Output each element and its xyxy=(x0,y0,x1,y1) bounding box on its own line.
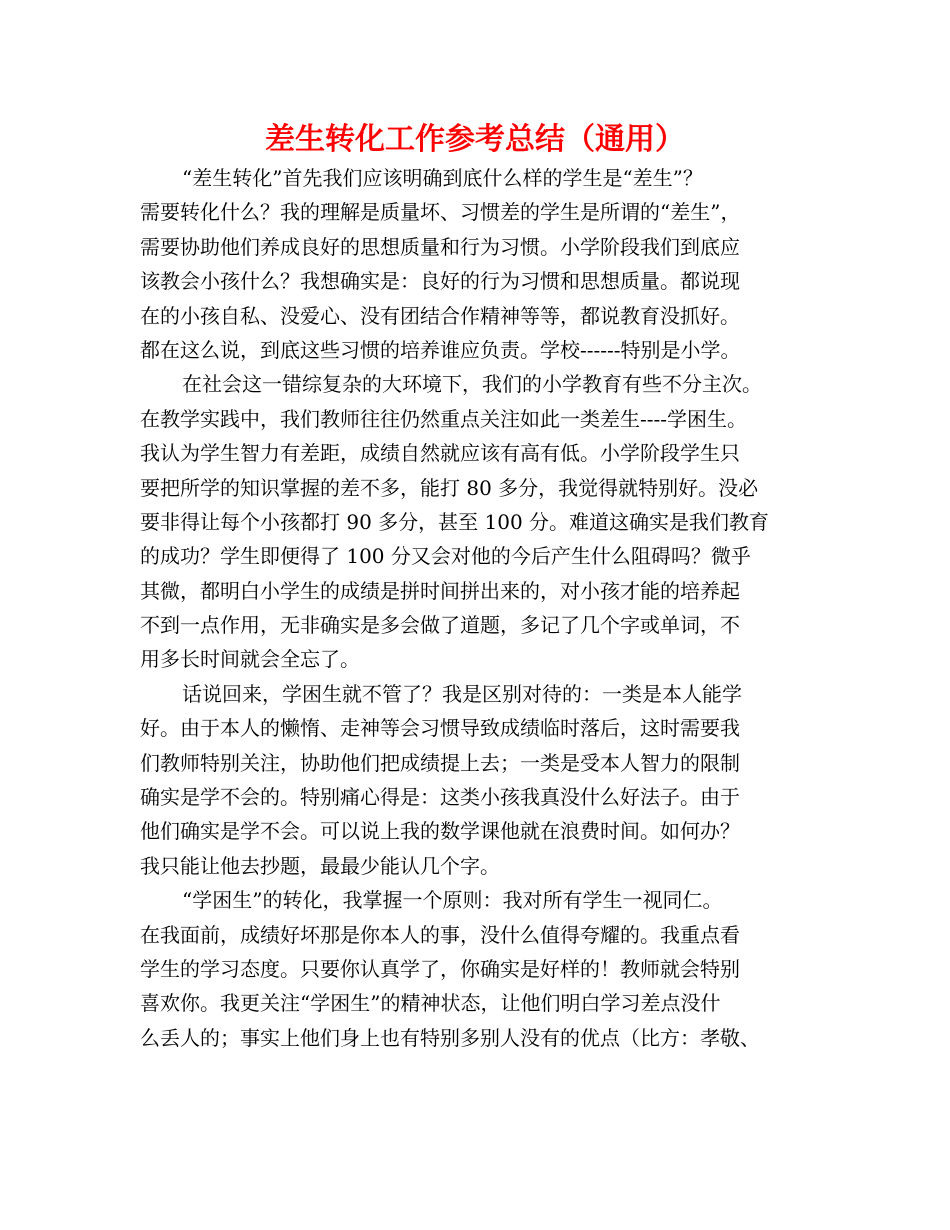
text-line: 不到一点作用，无非确实是多会做了道题，多记了几个字或单词，不 xyxy=(140,613,740,638)
text-line: 要把所学的知识掌握的差不多，能打 80 多分，我觉得就特别好。没必 xyxy=(140,475,759,500)
text-line: 他们确实是学不会。可以说上我的数学课他就在浪费时间。如何办？ xyxy=(140,819,740,844)
text-line: 要非得让每个小孩都打 90 多分，甚至 100 分。难道这确实是我们教育 xyxy=(140,509,770,534)
paragraph-2 xyxy=(140,367,830,677)
text-line: 都在这么说，到底这些习惯的培养谁应负责。学校------特别是小学。 xyxy=(140,337,741,362)
text-line: 需要协助他们养成良好的思想质量和行为习惯。小学阶段我们到底应 xyxy=(140,234,740,259)
text-line: 在我面前，成绩好坏那是你本人的事，没什么值得夸耀的。我重点看 xyxy=(140,922,740,947)
text-line: 确实是学不会的。特别痛心得是：这类小孩我真没什么好法子。由于 xyxy=(140,785,740,810)
text-line: 学生的学习态度。只要你认真学了，你确实是好样的！教师就会特别 xyxy=(140,956,740,981)
document-body xyxy=(140,161,830,1055)
text-line: 在的小孩自私、没爱心、没有团结合作精神等等，都说教育没抓好。 xyxy=(140,303,740,328)
text-line: 们教师特别关注，协助他们把成绩提上去；一类是受本人智力的限制 xyxy=(140,750,740,775)
text-line: “学困生”的转化，我掌握一个原则：我对所有学生一视同仁。 xyxy=(182,888,723,913)
text-line: 的成功？学生即便得了 100 分又会对他的今后产生什么阻碍吗？微乎 xyxy=(140,544,751,569)
paragraph-3 xyxy=(140,677,830,883)
text-line: 话说回来，学困生就不管了？我是区别对待的：一类是本人能学 xyxy=(182,681,742,706)
paragraph-1 xyxy=(140,161,830,367)
text-line: 在社会这一错综复杂的大环境下，我们的小学教育有些不分主次。 xyxy=(182,372,762,397)
text-line: 好。由于本人的懒惰、走神等会习惯导致成绩临时落后，这时需要我 xyxy=(140,716,740,741)
text-line: 其微，都明白小学生的成绩是拼时间拼出来的，对小孩才能的培养起 xyxy=(140,578,740,603)
text-line: 喜欢你。我更关注“学困生”的精神状态，让他们明白学习差点没什 xyxy=(140,991,721,1016)
text-line: 用多长时间就会全忘了。 xyxy=(140,647,360,672)
text-line: “差生转化”首先我们应该明确到底什么样的学生是“差生”？ xyxy=(182,166,703,190)
paragraph-4 xyxy=(140,883,830,1055)
text-line: 么丢人的；事实上他们身上也有特别多别人没有的优点（比方：孝敬、 xyxy=(140,1025,760,1050)
text-line: 我只能让他去抄题，最最少能认几个字。 xyxy=(140,853,500,878)
document-title: 差生转化工作参考总结（通用） xyxy=(265,122,685,157)
text-line: 在教学实践中，我们教师往往仍然重点关注如此一类差生----学困生。 xyxy=(140,406,748,431)
text-line: 该教会小孩什么？我想确实是：良好的行为习惯和思想质量。都说现 xyxy=(140,269,740,294)
text-line: 我认为学生智力有差距，成绩自然就应该有高有低。小学阶段学生只 xyxy=(140,441,740,466)
text-line: 需要转化什么？我的理解是质量坏、习惯差的学生是所谓的“差生”， xyxy=(140,200,741,225)
